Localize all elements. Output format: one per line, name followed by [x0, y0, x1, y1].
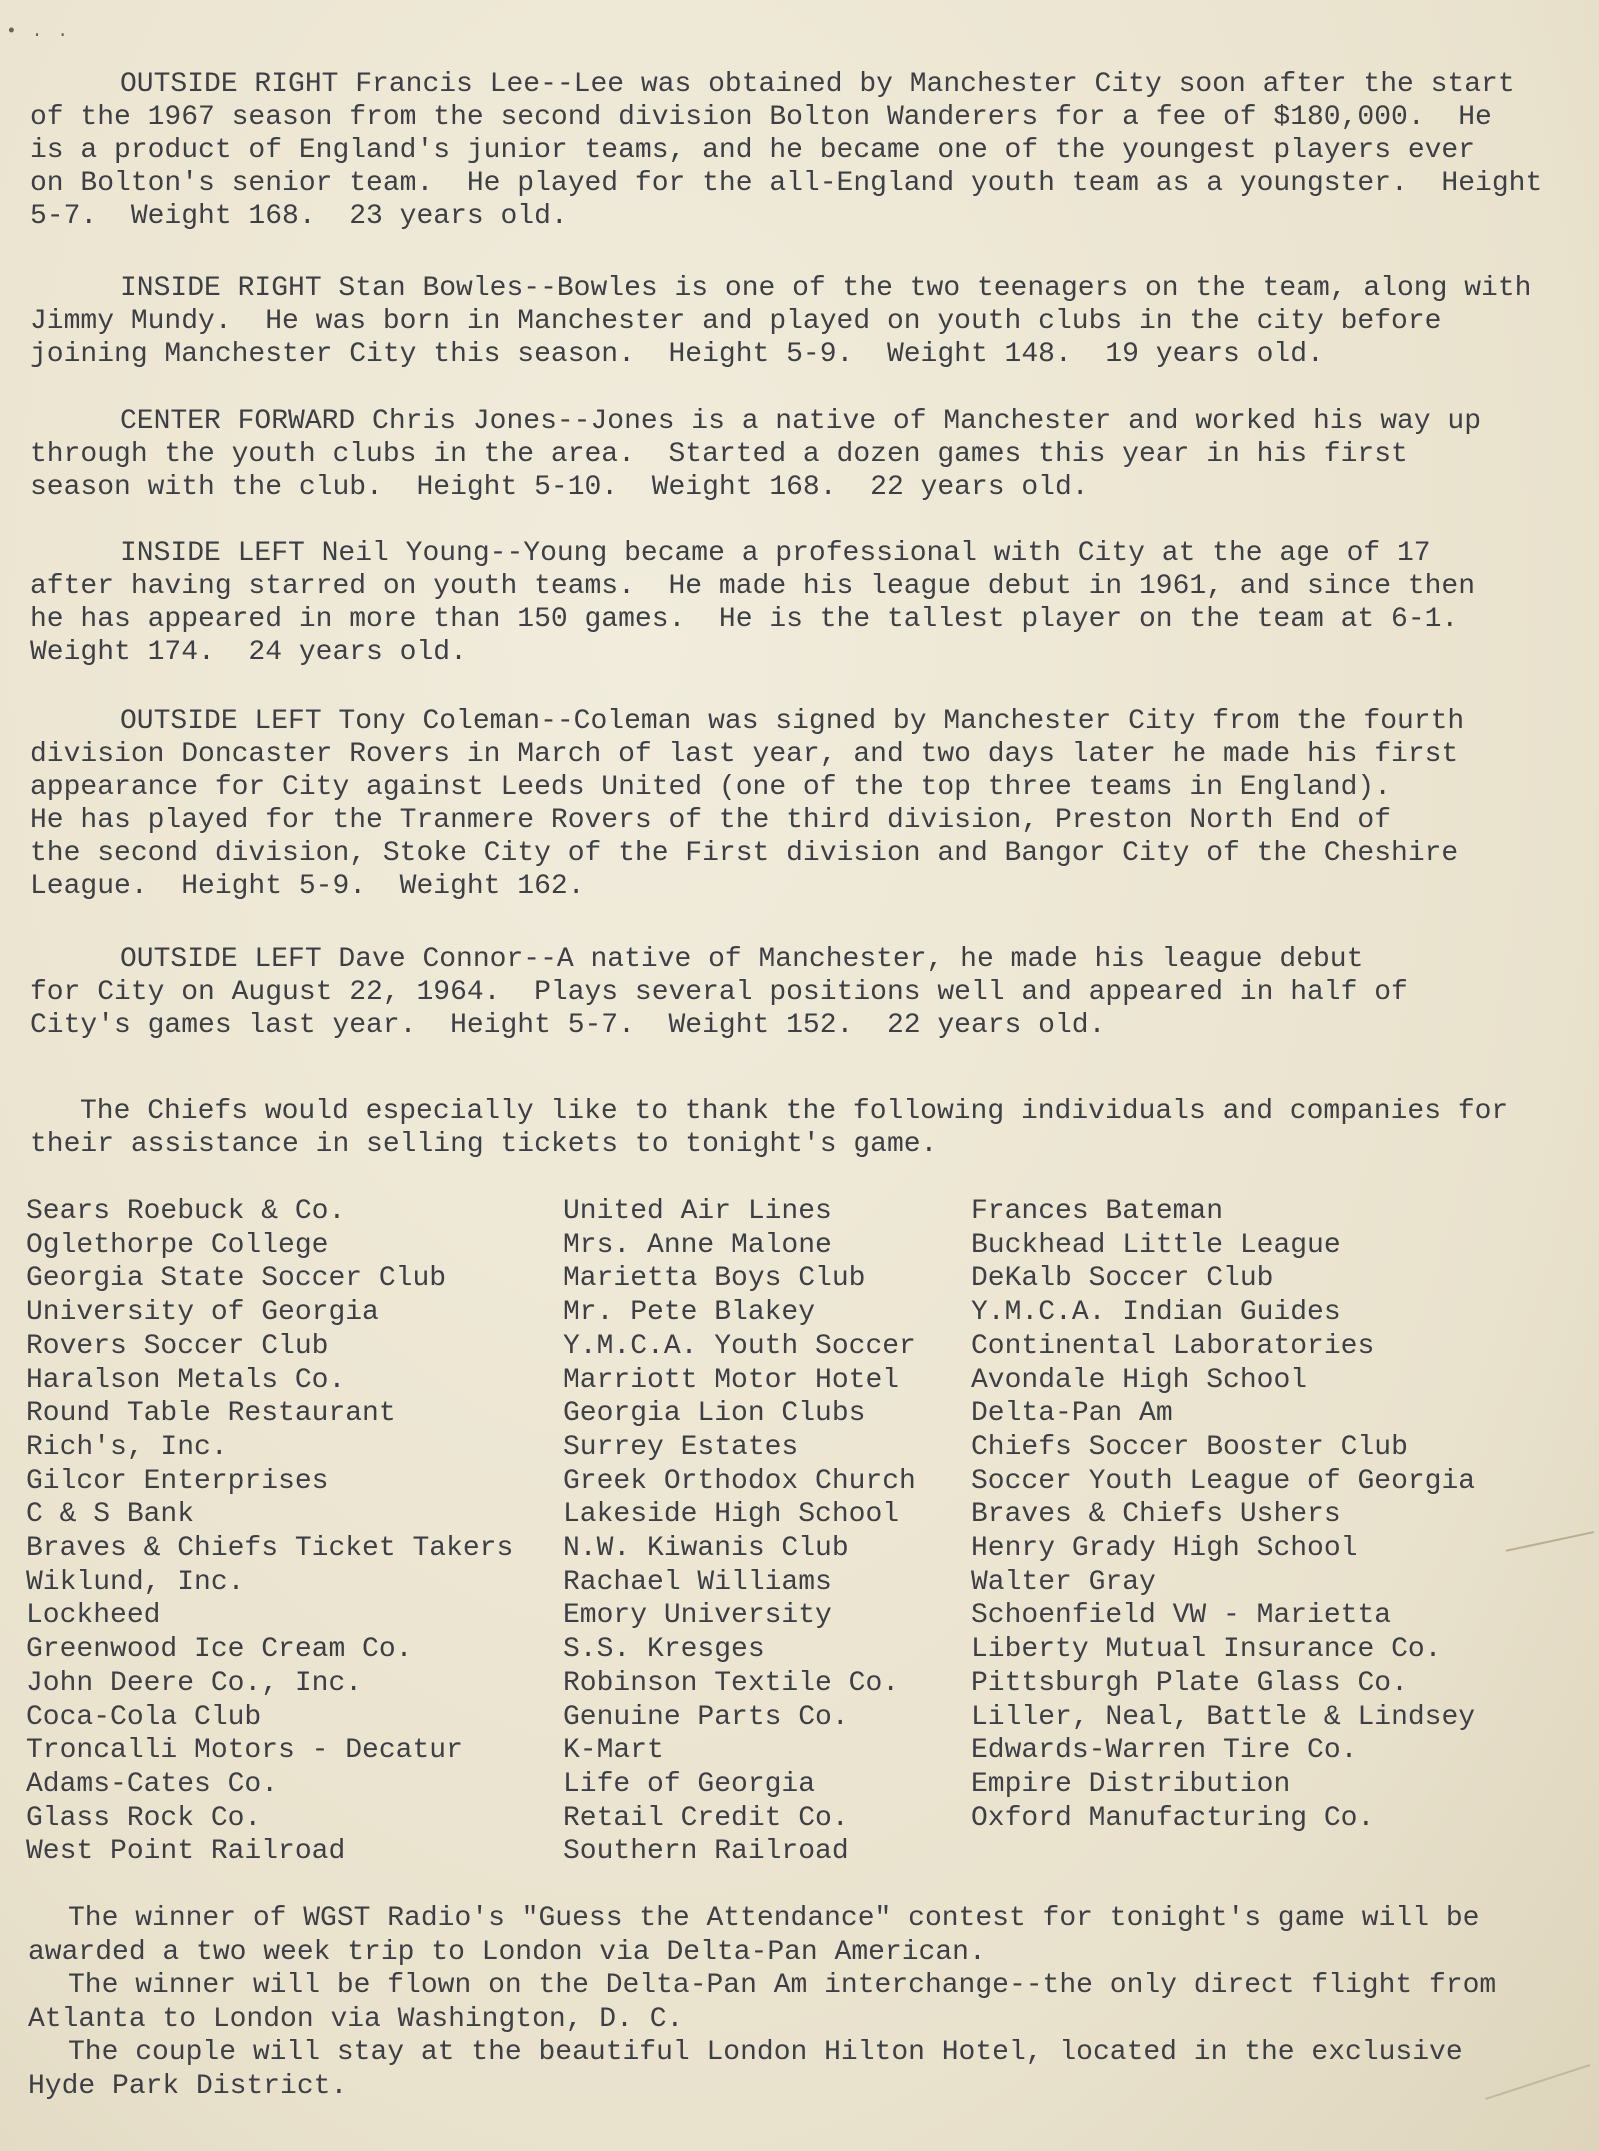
sponsor-item: United Air Lines [563, 1196, 832, 1227]
sponsor-item: S.S. Kresges [563, 1634, 765, 1666]
sponsor-item: Georgia Lion Clubs [563, 1398, 866, 1430]
sponsor-item: West Point Railroad [26, 1836, 346, 1868]
contest-line: Atlanta to London via Washington, D. C. [28, 2003, 684, 2035]
sponsor-item: Rich's, Inc. [26, 1431, 228, 1463]
sponsor-item: Y.M.C.A. Youth Soccer [563, 1330, 916, 1362]
sponsor-item: Continental Laboratories [971, 1330, 1375, 1362]
sponsor-item: University of Georgia [26, 1297, 379, 1329]
bio-line: of the 1967 season from the second division Bolton Wanderers for a fee of $180,000. He [30, 102, 1492, 133]
sponsor-column-3 [971, 1195, 1475, 1835]
contest-paragraph [28, 1902, 1568, 2103]
player-bio-inside-right-bowles [30, 272, 1570, 371]
bio-line: INSIDE LEFT Neil Young--Young became a professional with City at the age of 17 [120, 538, 1431, 569]
bio-line: Weight 174. 24 years old. [30, 637, 467, 668]
sponsor-item: Braves & Chiefs Ticket Takers [26, 1533, 514, 1565]
sponsor-item: Gilcor Enterprises [26, 1465, 329, 1497]
sponsor-item: Round Table Restaurant [26, 1398, 396, 1430]
sponsor-item: Greek Orthodox Church [563, 1465, 916, 1497]
sponsor-item: Life of Georgia [563, 1768, 816, 1800]
sponsor-item: Southern Railroad [563, 1836, 849, 1868]
sponsor-item: DeKalb Soccer Club [971, 1263, 1274, 1295]
sponsor-item: Liberty Mutual Insurance Co. [971, 1634, 1442, 1666]
sponsor-item: Marriott Motor Hotel [563, 1364, 900, 1396]
contest-line: The winner of WGST Radio's "Guess the Attendance" contest for tonight's game will be [68, 1903, 1480, 1934]
sponsor-item: Glass Rock Co. [26, 1802, 262, 1834]
thanks-line-1: The Chiefs would especially like to thank the following individuals and companies for [80, 1096, 1509, 1127]
bio-line: OUTSIDE LEFT Dave Connor--A native of Manchester, he made his league debut [120, 944, 1364, 975]
sponsor-item: K-Mart [563, 1735, 664, 1767]
contest-line: awarded a two week trip to London via Delta-Pan American. [28, 1936, 986, 1968]
sponsor-item: Henry Grady High School [971, 1533, 1358, 1565]
sponsor-item: Frances Bateman [971, 1196, 1224, 1227]
sponsor-item: Retail Credit Co. [563, 1802, 849, 1834]
bio-line: the second division, Stoke City of the First division and Bangor City of the Cheshire [30, 838, 1459, 869]
sponsor-item: Sears Roebuck & Co. [26, 1196, 346, 1227]
bio-line: Jimmy Mundy. He was born in Manchester and played on youth clubs in the city before [30, 306, 1442, 337]
sponsor-item: Rachael Williams [563, 1566, 832, 1598]
sponsor-item: Haralson Metals Co. [26, 1364, 346, 1396]
bio-line: after having starred on youth teams. He made his league debut in 1961, and since then [30, 571, 1476, 602]
sponsor-item: Soccer Youth League of Georgia [971, 1465, 1476, 1497]
sponsor-item: Lockheed [26, 1600, 161, 1632]
paper-tear-mark [1506, 1531, 1599, 1591]
sponsor-item: Chiefs Soccer Booster Club [971, 1431, 1408, 1463]
contest-line: The winner will be flown on the Delta-Pan Am interchange--the only direct flight from [68, 1970, 1497, 2001]
bio-line: He has played for the Tranmere Rovers of the third division, Preston North End of [30, 805, 1392, 836]
sponsor-item: Walter Gray [971, 1566, 1156, 1598]
bio-line: on Bolton's senior team. He played for the all-England youth team as a youngster. Height [30, 168, 1543, 199]
sponsor-item: Edwards-Warren Tire Co. [971, 1735, 1358, 1767]
bio-line: season with the club. Height 5-10. Weight 168. 22 years old. [30, 472, 1089, 503]
player-bio-center-forward-jones [30, 405, 1570, 504]
bio-line: City's games last year. Height 5-7. Weight 152. 22 years old. [30, 1010, 1106, 1041]
corner-mark: • . . [6, 22, 71, 42]
sponsor-item: Mrs. Anne Malone [563, 1229, 832, 1261]
bio-line: through the youth clubs in the area. Started a dozen games this year in his first [30, 439, 1408, 470]
player-bio-outside-left-connor [30, 943, 1570, 1042]
sponsor-item: Mr. Pete Blakey [563, 1297, 816, 1329]
bio-line: OUTSIDE LEFT Tony Coleman--Coleman was signed by Manchester City from the fourth [120, 706, 1465, 737]
sponsor-item: Y.M.C.A. Indian Guides [971, 1297, 1341, 1329]
bio-line: INSIDE RIGHT Stan Bowles--Bowles is one of the two teenagers on the team, along with [120, 273, 1532, 304]
player-bio-outside-left-coleman [30, 705, 1570, 903]
sponsor-item: Avondale High School [971, 1364, 1308, 1396]
sponsor-item: Surrey Estates [563, 1431, 799, 1463]
bio-line: CENTER FORWARD Chris Jones--Jones is a native of Manchester and worked his way up [120, 406, 1482, 437]
sponsor-item: N.W. Kiwanis Club [563, 1533, 849, 1565]
bio-line: for City on August 22, 1964. Plays several positions well and appeared in half of [30, 977, 1408, 1008]
sponsor-item: Emory University [563, 1600, 832, 1632]
sponsor-item: Rovers Soccer Club [26, 1330, 329, 1362]
player-bio-outside-right-lee [30, 68, 1570, 233]
sponsor-item: Marietta Boys Club [563, 1263, 866, 1295]
sponsor-item: Pittsburgh Plate Glass Co. [971, 1667, 1408, 1699]
thanks-paragraph [30, 1095, 1570, 1161]
sponsor-item: Delta-Pan Am [971, 1398, 1173, 1430]
sponsor-item: Wiklund, Inc. [26, 1566, 245, 1598]
bio-line: division Doncaster Rovers in March of last year, and two days later he made his first [30, 739, 1459, 770]
bio-line: appearance for City against Leeds United (one of the top three teams in England). [30, 772, 1392, 803]
sponsor-item: Oxford Manufacturing Co. [971, 1802, 1375, 1834]
contest-line: Hyde Park District. [28, 2070, 348, 2102]
thanks-line-2: their assistance in selling tickets to tonight's game. [30, 1129, 938, 1160]
sponsor-item: Liller, Neal, Battle & Lindsey [971, 1701, 1476, 1733]
sponsor-item: Buckhead Little League [971, 1229, 1341, 1261]
sponsor-item: Georgia State Soccer Club [26, 1263, 447, 1295]
sponsor-item: Oglethorpe College [26, 1229, 329, 1261]
sponsor-column-1 [26, 1195, 513, 1869]
bio-line: joining Manchester City this season. Height 5-9. Weight 148. 19 years old. [30, 339, 1324, 370]
sponsor-item: Braves & Chiefs Ushers [971, 1499, 1341, 1531]
sponsor-item: Genuine Parts Co. [563, 1701, 849, 1733]
sponsor-item: Schoenfield VW - Marietta [971, 1600, 1392, 1632]
sponsor-item: Coca-Cola Club [26, 1701, 262, 1733]
contest-line: The couple will stay at the beautiful London Hilton Hotel, located in the exclusive [68, 2037, 1463, 2068]
sponsor-column-2 [563, 1195, 916, 1869]
bio-line: League. Height 5-9. Weight 162. [30, 871, 585, 902]
sponsor-item: Lakeside High School [563, 1499, 900, 1531]
bio-line: OUTSIDE RIGHT Francis Lee--Lee was obtained by Manchester City soon after the start [120, 69, 1515, 100]
sponsor-item: Adams-Cates Co. [26, 1768, 279, 1800]
bio-line: is a product of England's junior teams, and he became one of the youngest players ever [30, 135, 1476, 166]
player-bio-inside-left-young [30, 537, 1570, 669]
sponsor-item: C & S Bank [26, 1499, 195, 1531]
sponsor-item: Robinson Textile Co. [563, 1667, 900, 1699]
sponsor-item: Empire Distribution [971, 1768, 1291, 1800]
sponsor-item: Greenwood Ice Cream Co. [26, 1634, 413, 1666]
sponsor-item: Troncalli Motors - Decatur [26, 1735, 463, 1767]
sponsor-item: John Deere Co., Inc. [26, 1667, 363, 1699]
bio-line: he has appeared in more than 150 games. He is the tallest player on the team at 6-1. [30, 604, 1459, 635]
bio-line: 5-7. Weight 168. 23 years old. [30, 201, 568, 232]
